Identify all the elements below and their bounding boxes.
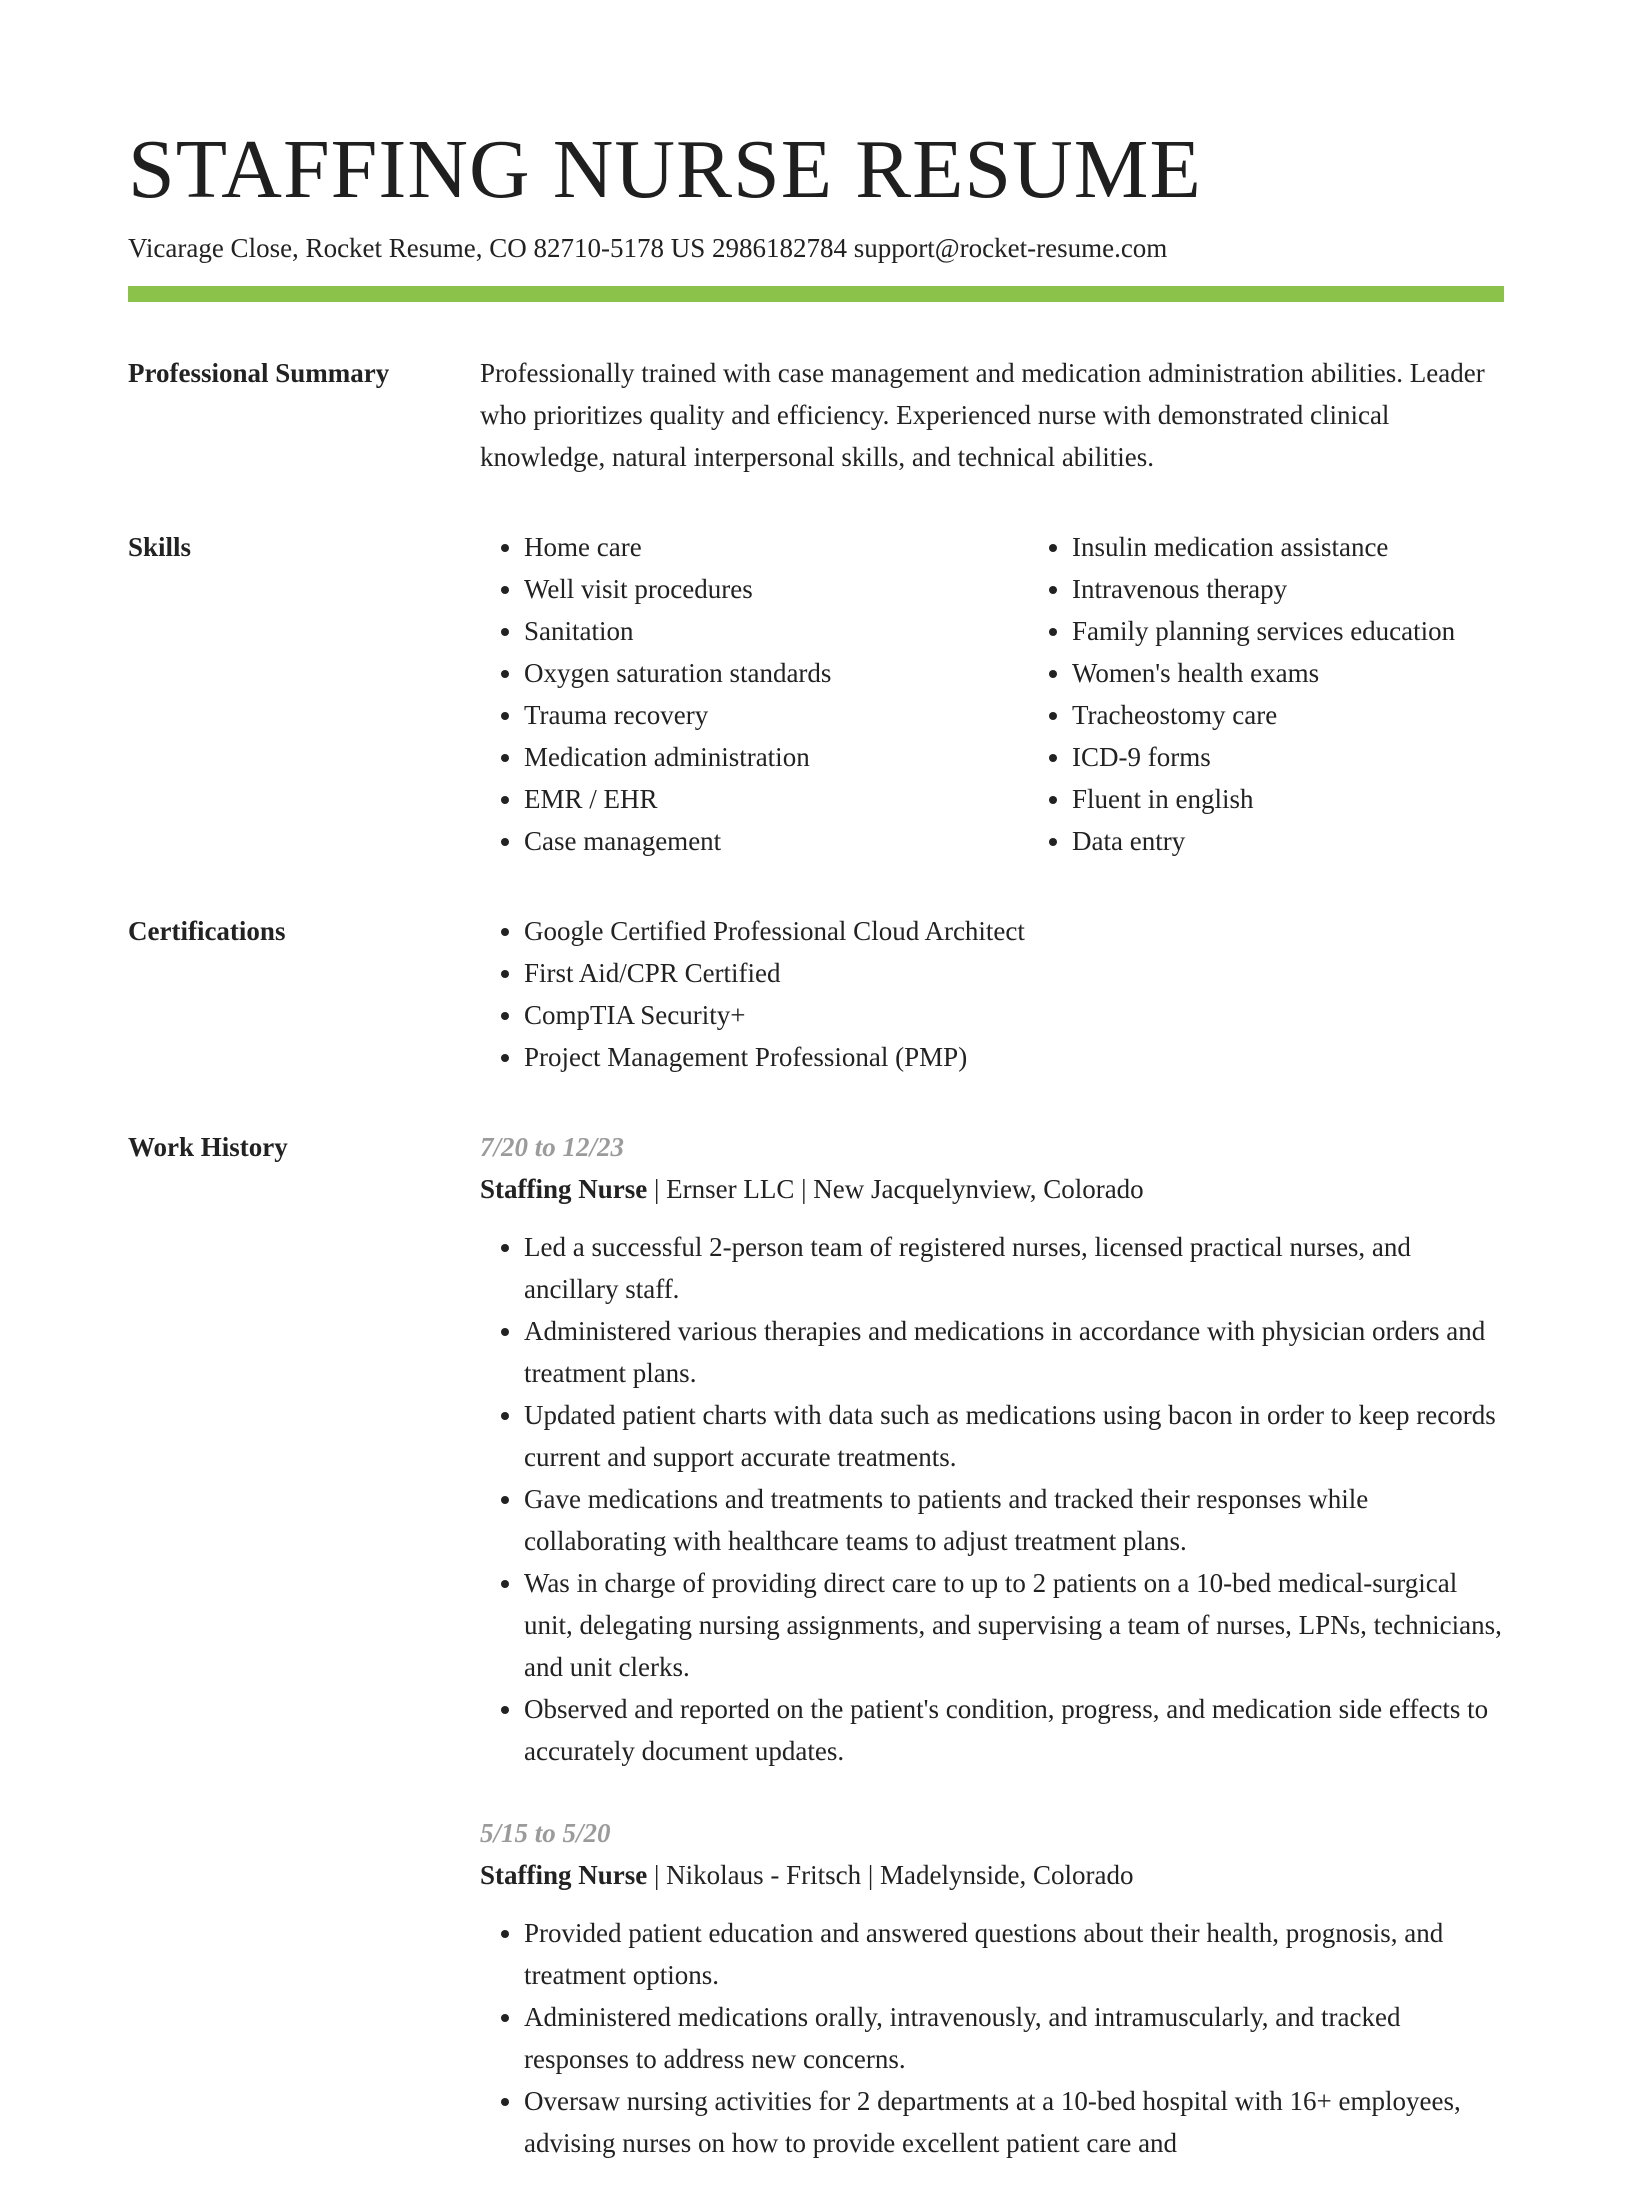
skills-list-left [480, 526, 1028, 862]
job-employer-location: | Ernser LLC | New Jacquelynview, Colorado [647, 1174, 1144, 1204]
job-bullet: • Provided patient education and answered questions about their health, prognosis, and treatment options. [524, 1912, 1504, 1996]
skill-item: • Women's health exams [1072, 652, 1504, 694]
job-bullet: • Updated patient charts with data such as medications using bacon in order to keep records current and support accurate treatments. [524, 1394, 1504, 1478]
job-bullet: • Led a successful 2-person team of registered nurses, licensed practical nurses, and ancillary staff. [524, 1226, 1504, 1310]
skill-item: • ICD-9 forms [1072, 736, 1504, 778]
job-bullet: • Observed and reported on the patient's condition, progress, and medication side effects to accurately document updates. [524, 1688, 1504, 1772]
skill-item: • Sanitation [524, 610, 1028, 652]
skill-item: • Oxygen saturation standards [524, 652, 1028, 694]
job-bullets [480, 1226, 1504, 1772]
certifications-list [480, 910, 1504, 1078]
skills-label: Skills [128, 532, 192, 562]
header-accent-rule [128, 286, 1504, 302]
summary-section [128, 352, 1504, 478]
skill-item: • Intravenous therapy [1072, 568, 1504, 610]
certification-item: • First Aid/CPR Certified [524, 952, 1504, 994]
summary-label: Professional Summary [128, 358, 390, 388]
skills-list-right [1028, 526, 1504, 862]
job-entry [480, 1812, 1504, 2164]
skill-item: • Case management [524, 820, 1028, 862]
job-bullet: • Administered medications orally, intravenously, and intramuscularly, and tracked responses to address new concerns. [524, 1996, 1504, 2080]
job-heading [480, 1854, 1504, 1896]
certifications-body [480, 910, 1504, 1078]
skill-item: • EMR / EHR [524, 778, 1028, 820]
job-bullet: • Was in charge of providing direct care to up to 2 patients on a 10-bed medical-surgical unit, delegating nursing assignments, and supervising a team of nurses, LPNs, technicians, and unit clerks. [524, 1562, 1504, 1688]
job-entry [480, 1126, 1504, 1772]
skills-section [128, 526, 1504, 862]
certification-item: • CompTIA Security+ [524, 994, 1504, 1036]
skill-item: • Well visit procedures [524, 568, 1028, 610]
skill-item: • Medication administration [524, 736, 1028, 778]
job-employer-location: | Nikolaus - Fritsch | Madelynside, Colorado [647, 1860, 1134, 1890]
certifications-section [128, 910, 1504, 1078]
resume-page [128, 120, 1504, 2204]
resume-title: STAFFING NURSE RESUME [128, 123, 1202, 216]
skill-item: • Data entry [1072, 820, 1504, 862]
certifications-label: Certifications [128, 916, 286, 946]
job-heading [480, 1168, 1504, 1210]
job-bullet: • Gave medications and treatments to patients and tracked their responses while collaborating with healthcare teams to adjust treatment plans. [524, 1478, 1504, 1562]
skills-columns [480, 526, 1504, 862]
summary-text: Professionally trained with case management and medication administration abilities. Leader who prioritizes quality and efficiency. Experienced nurse with demonstrated clinical knowledge, natural interpersonal skills, and technical abilities. [480, 358, 1485, 472]
skill-item: • Family planning services education [1072, 610, 1504, 652]
job-dates: 5/15 to 5/20 [480, 1818, 611, 1848]
work-history-body [480, 1126, 1504, 2204]
job-bullet: • Oversaw nursing activities for 2 departments at a 10-bed hospital with 16+ employees, advising nurses on how to provide excellent patient care and [524, 2080, 1504, 2164]
job-bullets [480, 1912, 1504, 2164]
contact-line: Vicarage Close, Rocket Resume, CO 82710-5178 US 2986182784 support@rocket-resume.com [128, 233, 1168, 263]
skill-item: • Home care [524, 526, 1028, 568]
job-title: Staffing Nurse [480, 1860, 648, 1890]
skill-item: • Insulin medication assistance [1072, 526, 1504, 568]
skill-item: • Trauma recovery [524, 694, 1028, 736]
skill-item: • Fluent in english [1072, 778, 1504, 820]
job-dates: 7/20 to 12/23 [480, 1132, 625, 1162]
work-history-label: Work History [128, 1132, 288, 1162]
certification-item: • Project Management Professional (PMP) [524, 1036, 1504, 1078]
certification-item: • Google Certified Professional Cloud Architect [524, 910, 1504, 952]
work-history-section [128, 1126, 1504, 2204]
job-title: Staffing Nurse [480, 1174, 648, 1204]
job-bullet: • Administered various therapies and medications in accordance with physician orders and treatment plans. [524, 1310, 1504, 1394]
skill-item: • Tracheostomy care [1072, 694, 1504, 736]
